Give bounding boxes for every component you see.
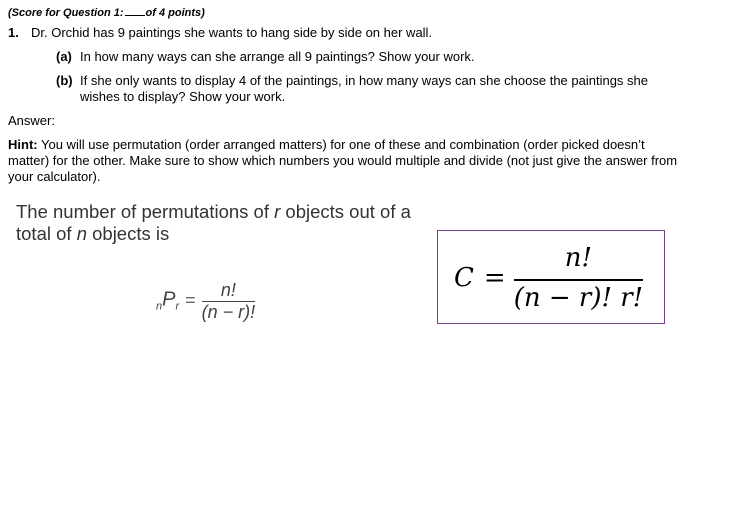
perm-equals: = — [185, 289, 196, 310]
hint-label: Hint: — [8, 137, 38, 152]
perm-symbol: P — [162, 288, 176, 311]
part-b — [56, 73, 676, 105]
combination-formula — [454, 231, 643, 325]
comb-fraction — [514, 243, 643, 313]
permutation-description — [16, 201, 416, 245]
hint — [8, 137, 678, 185]
comb-lhs: C — [454, 263, 474, 293]
perm-pre-sub: n — [156, 300, 163, 313]
score-line — [8, 5, 205, 19]
part-a — [56, 49, 676, 65]
part-a-text: In how many ways can she arrange all 9 paintings? Show your work. — [80, 49, 475, 64]
score-blank — [125, 5, 145, 16]
part-b-text: If she only wants to display 4 of the paintings, in how many ways can she choose the paintings she wishes to display? Show your work. — [80, 73, 649, 104]
question-1 — [8, 25, 432, 40]
perm-numerator: n! — [220, 280, 236, 300]
perm-fraction — [202, 280, 256, 323]
perm-post-sub: r — [175, 300, 180, 313]
combination-formula-box — [437, 230, 665, 324]
question-text: Dr. Orchid has 9 paintings she wants to hang side by side on her wall. — [31, 25, 433, 40]
perm-var-r: r — [274, 201, 281, 222]
comb-equals: = — [483, 263, 506, 293]
answer-label: Answer: — [8, 113, 55, 128]
part-a-label: (a) — [56, 49, 72, 64]
comb-numerator: n! — [564, 243, 592, 273]
permutation-formula — [156, 280, 255, 323]
perm-denominator: (n − r)! — [201, 302, 256, 322]
perm-text-2: objects out of a total of — [16, 201, 411, 244]
perm-text-3: objects is — [86, 223, 170, 244]
comb-denominator: (n − r)! r! — [513, 283, 644, 313]
part-b-label: (b) — [56, 73, 73, 88]
hint-text: You will use permutation (order arranged matters) for one of these and combination (order picked doesn’t matter) for the other. Make sure to show which numbers you would multiple and divide (not just give the answer from your calculator). — [8, 137, 678, 184]
question-number: 1. — [8, 25, 19, 40]
score-suffix: of 4 points) — [145, 7, 205, 19]
score-prefix: (Score for Question 1: — [8, 7, 124, 19]
perm-var-n: n — [76, 223, 87, 244]
perm-text-1: The number of permutations of — [16, 201, 275, 222]
